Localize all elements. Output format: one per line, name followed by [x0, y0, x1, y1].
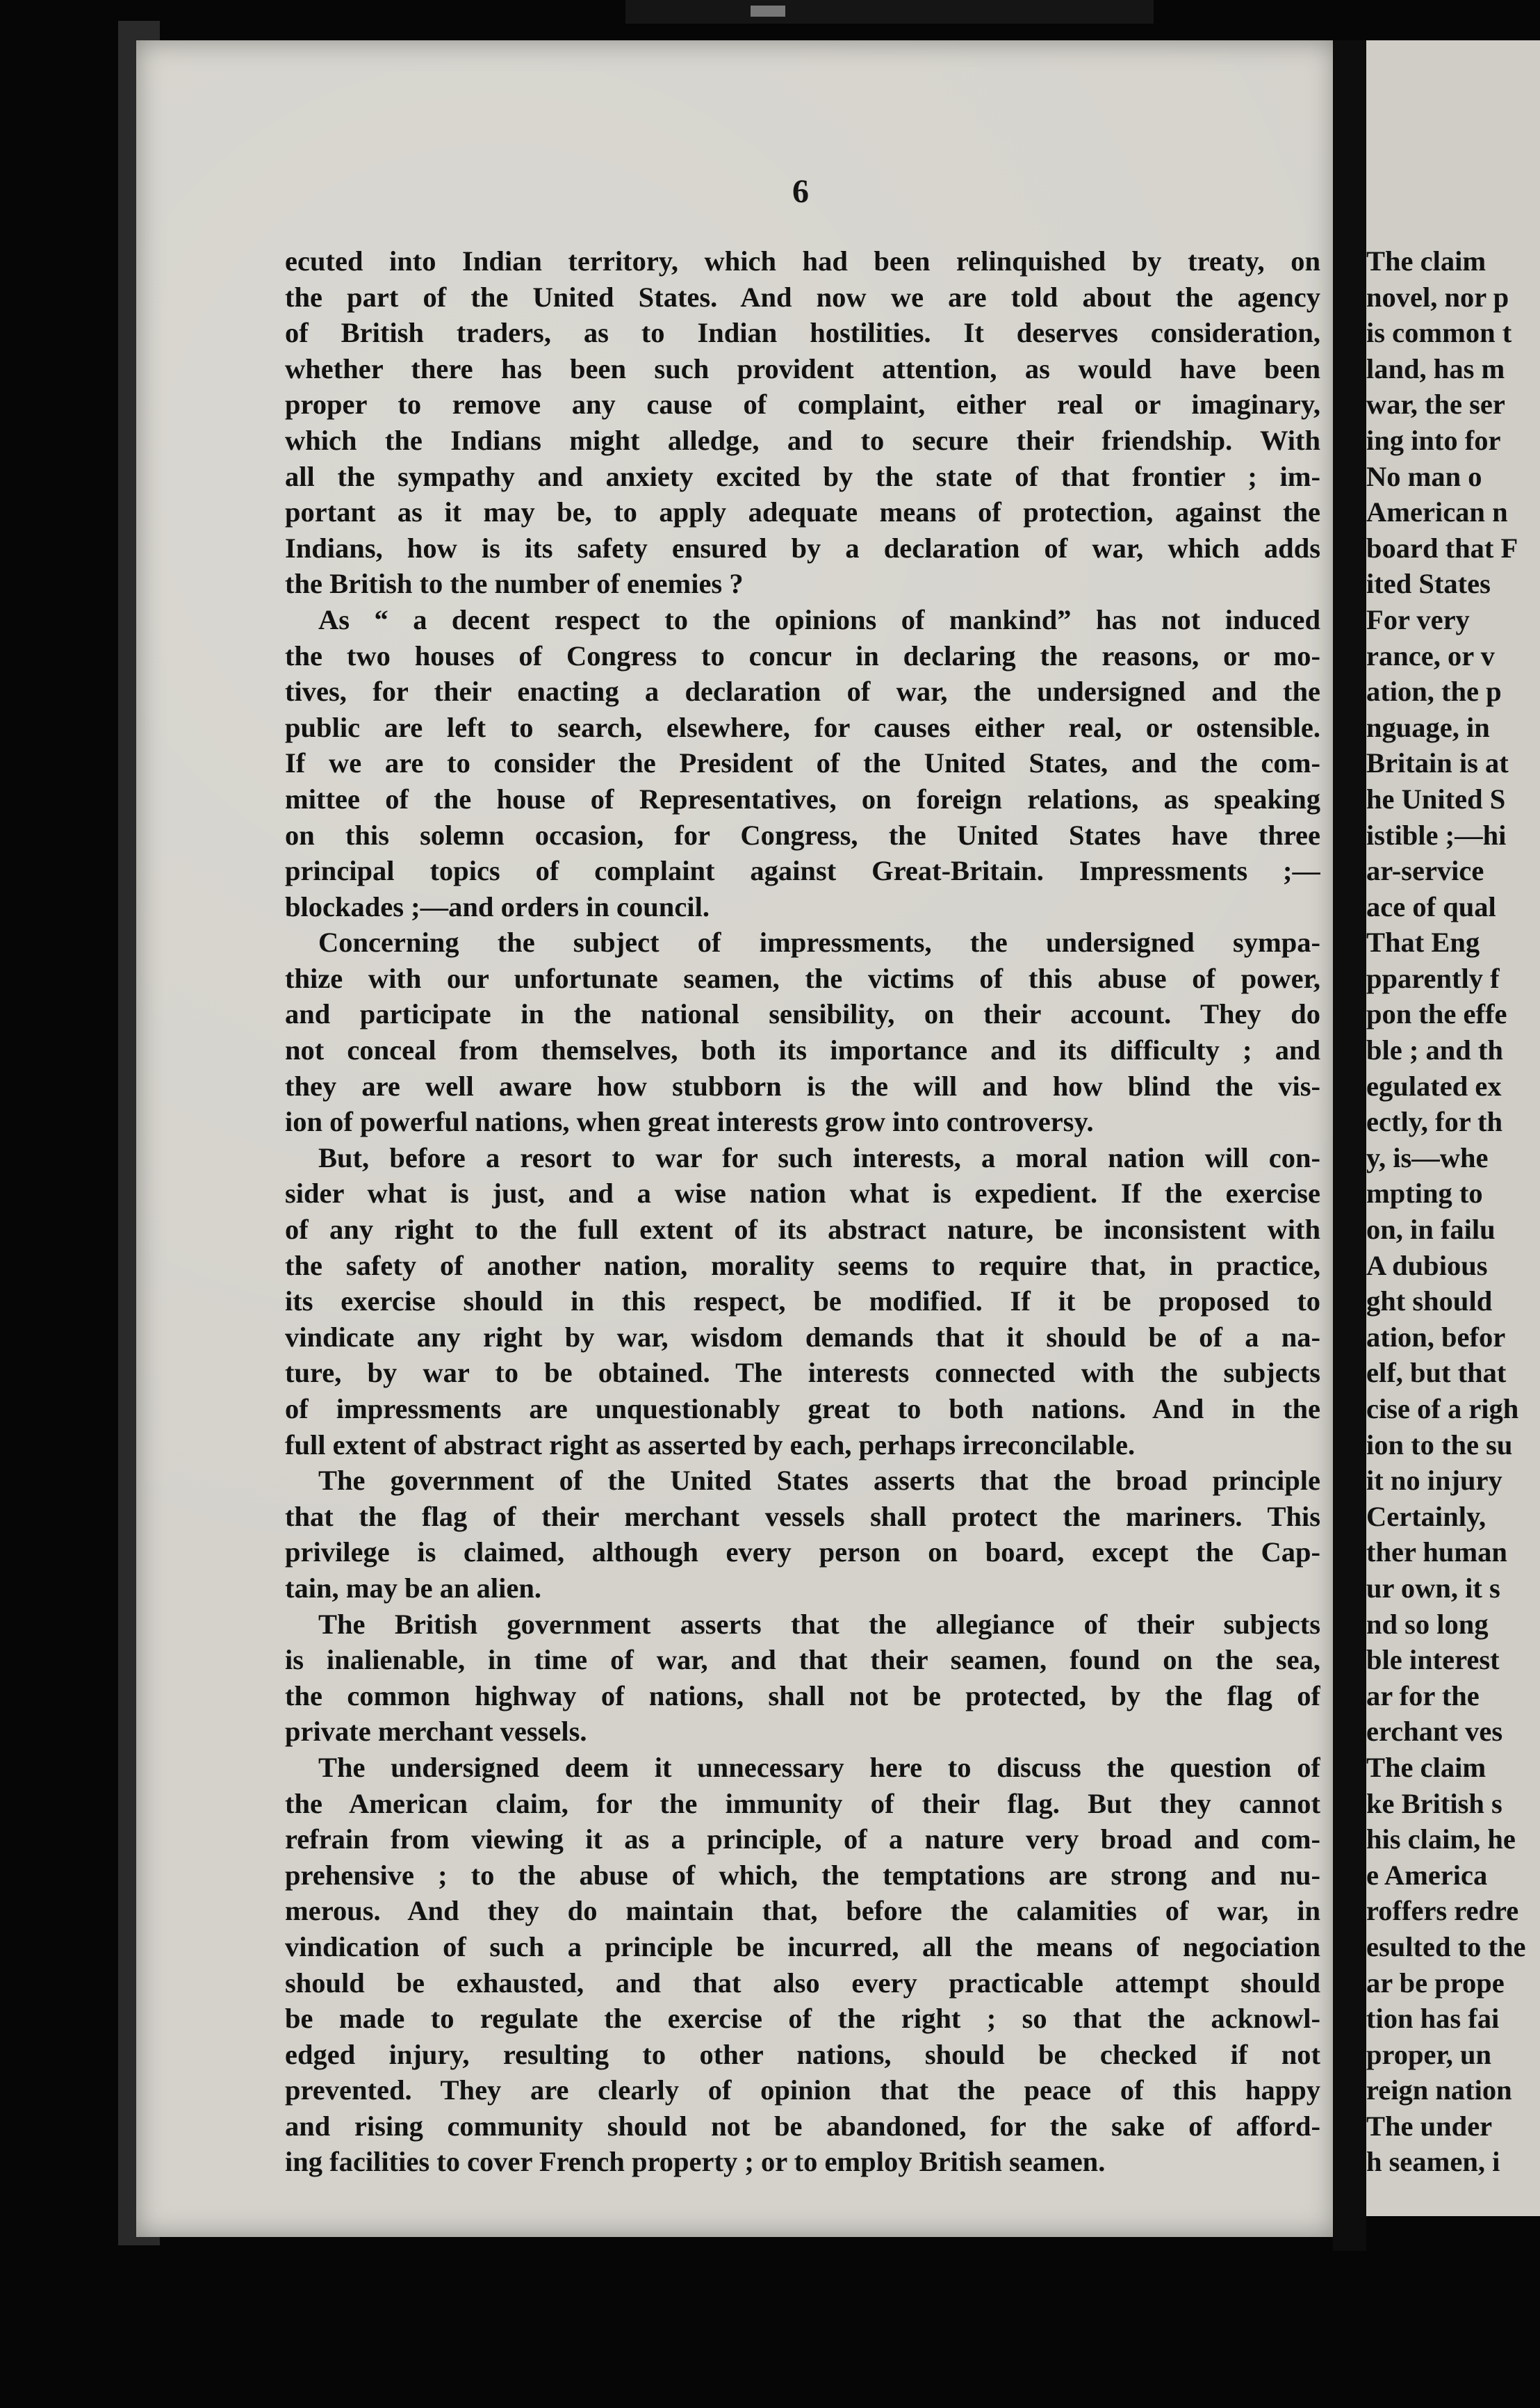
right-text-line: The claim [1366, 1751, 1486, 1783]
right-text-line: h seamen, i [1366, 2146, 1500, 2178]
right-page-text-fragments [1366, 243, 1540, 2180]
text-line: of any right to the full extent of its abstract nature, be inconsistent with [285, 1214, 1320, 1246]
text-line: the British to the number of enemies ? [285, 568, 744, 600]
text-line: of British traders, as to Indian hostilities. It deserves consideration, [285, 317, 1320, 349]
text-line: vindication of such a principle be incurred, all the means of negociation [285, 1930, 1320, 1962]
text-line: the common highway of nations, shall not be protected, by the flag of [285, 1679, 1320, 1711]
right-text-line: ectly, for th [1366, 1106, 1503, 1138]
right-text-line: nguage, in [1366, 711, 1490, 743]
text-line: prevented. They are clearly of opinion that the peace of this happy [285, 2074, 1320, 2106]
text-line: refrain from viewing it as a principle, of a nature very broad and com- [285, 1823, 1320, 1855]
text-line: be made to regulate the exercise of the right ; so that the acknowl- [285, 2003, 1320, 2035]
text-line: Concerning the subject of impressments, the undersigned sympa- [318, 927, 1320, 959]
right-text-line: cise of a righ [1366, 1393, 1519, 1424]
text-line: thize with our unfortunate seamen, the victims of this abuse of power, [285, 962, 1320, 994]
right-text-line: esulted to the [1366, 1930, 1526, 1962]
text-line: vindicate any right by war, wisdom demands that it should be of a na- [285, 1321, 1320, 1353]
right-text-line: he United S [1366, 783, 1506, 815]
binding-tab [751, 6, 785, 17]
right-text-line: ur own, it s [1366, 1572, 1500, 1604]
text-line: of impressments are unquestionably great to both nations. And in the [285, 1393, 1320, 1424]
text-line: The government of the United States asserts that the broad principle [318, 1465, 1320, 1497]
right-text-line: reign nation [1366, 2074, 1512, 2106]
text-line: ion of powerful nations, when great interests grow into controversy. [285, 1106, 1094, 1138]
right-text-line: egulated ex [1366, 1070, 1502, 1102]
text-line: ing facilities to cover French property ; or to employ British seamen. [285, 2146, 1106, 2178]
right-text-line: pon the effe [1366, 998, 1507, 1030]
text-line: whether there has been such provident attention, as would have been [285, 352, 1320, 384]
right-text-line: war, the ser [1366, 389, 1505, 421]
top-binding-strip [625, 0, 1154, 24]
right-text-line: it no injury [1366, 1465, 1502, 1497]
text-line: all the sympathy and anxiety excited by the state of that frontier ; im- [285, 460, 1320, 492]
right-text-line: A dubious [1366, 1249, 1488, 1281]
book-gutter [1333, 40, 1366, 2251]
right-text-line: ble interest [1366, 1644, 1500, 1676]
text-line: privilege is claimed, although every person on board, except the Cap- [285, 1536, 1320, 1568]
right-text-line: Britain is at [1366, 747, 1509, 779]
text-line: and rising community should not be abandoned, for the sake of afford- [285, 2110, 1320, 2142]
text-line: blockades ;—and orders in council. [285, 890, 710, 922]
right-text-line: Certainly, [1366, 1500, 1486, 1532]
right-text-line: land, has m [1366, 352, 1505, 384]
right-text-line: No man o [1366, 460, 1482, 492]
right-text-line: board that F [1366, 532, 1518, 564]
text-line: prehensive ; to the abuse of which, the temptations are strong and nu- [285, 1859, 1320, 1891]
text-line: sider what is just, and a wise nation what is expedient. If the exercise [285, 1178, 1320, 1210]
text-line: proper to remove any cause of complaint, either real or imaginary, [285, 389, 1320, 421]
text-line: not conceal from themselves, both its importance and its difficulty ; and [285, 1034, 1320, 1066]
text-line: the two houses of Congress to concur in declaring the reasons, or mo- [285, 640, 1320, 672]
right-text-line: ation, the p [1366, 676, 1502, 708]
text-line: full extent of abstract right as asserted by each, perhaps irreconcilable. [285, 1429, 1136, 1461]
right-text-line: That Eng [1366, 927, 1480, 959]
text-line: Indians, how is its safety ensured by a declaration of war, which adds [285, 532, 1320, 564]
text-line: ecuted into Indian territory, which had been relinquished by treaty, on [285, 245, 1320, 277]
text-line: tives, for their enacting a declaration of war, the undersigned and the [285, 676, 1320, 708]
text-line: tain, may be an alien. [285, 1572, 542, 1604]
right-text-line: ght should [1366, 1285, 1493, 1317]
right-text-line: ar for the [1366, 1679, 1480, 1711]
right-text-line: ion to the su [1366, 1429, 1513, 1461]
right-text-line: elf, but that [1366, 1357, 1507, 1389]
right-text-line: ble ; and th [1366, 1034, 1503, 1066]
right-text-line: on, in failu [1366, 1214, 1496, 1246]
right-text-line: y, is—whe [1366, 1141, 1489, 1173]
right-text-line: his claim, he [1366, 1823, 1516, 1855]
right-text-line: ke British s [1366, 1787, 1502, 1819]
text-line: its exercise should in this respect, be modified. If it be proposed to [285, 1285, 1320, 1317]
text-line: portant as it may be, to apply adequate means of protection, against the [285, 496, 1320, 528]
text-line: is inalienable, in time of war, and that their seamen, found on the sea, [285, 1644, 1320, 1676]
right-text-line: ace of qual [1366, 890, 1496, 922]
right-text-line: pparently f [1366, 962, 1500, 994]
text-line: The British government asserts that the allegiance of their subjects [318, 1608, 1320, 1640]
text-line: that the flag of their merchant vessels shall protect the mariners. This [285, 1500, 1320, 1532]
text-line: the part of the United States. And now we are told about the agency [285, 281, 1320, 313]
main-text-block [285, 243, 1320, 2180]
right-text-line: ar be prope [1366, 1967, 1505, 1999]
right-text-line: proper, un [1366, 2038, 1492, 2070]
right-text-line: mpting to [1366, 1178, 1483, 1210]
text-line: on this solemn occasion, for Congress, the United States have three [285, 819, 1320, 851]
right-text-line: nd so long [1366, 1608, 1489, 1640]
text-line: If we are to consider the President of the United States, and the com- [285, 747, 1320, 779]
right-text-line: ther human [1366, 1536, 1507, 1568]
right-text-line: erchant ves [1366, 1716, 1503, 1748]
right-text-line: roffers redre [1366, 1895, 1519, 1927]
right-text-line: is common t [1366, 317, 1512, 349]
text-line: public are left to search, elsewhere, for causes either real, or ostensible. [285, 711, 1320, 743]
text-line: merous. And they do maintain that, before the calamities of war, in [285, 1895, 1320, 1927]
right-text-line: The under [1366, 2110, 1493, 2142]
right-text-line: e America [1366, 1859, 1488, 1891]
text-line: As “ a decent respect to the opinions of mankind” has not induced [318, 603, 1320, 635]
right-text-line: rance, or v [1366, 640, 1495, 672]
text-line: principal topics of complaint against Great-Britain. Impressments ;— [285, 855, 1320, 887]
right-text-line: tion has fai [1366, 2003, 1500, 2035]
text-line: should be exhausted, and that also every practicable attempt should [285, 1967, 1320, 1999]
right-text-line: novel, nor p [1366, 281, 1509, 313]
text-line: private merchant vessels. [285, 1716, 587, 1748]
right-text-line: istible ;—hi [1366, 819, 1507, 851]
page-number: 6 [792, 173, 809, 210]
text-line: the safety of another nation, morality seems to require that, in practice, [285, 1249, 1320, 1281]
right-text-line: ited States [1366, 568, 1491, 600]
right-text-line: American n [1366, 496, 1508, 528]
text-line: mittee of the house of Representatives, on foreign relations, as speaking [285, 783, 1320, 815]
right-text-line: The claim [1366, 245, 1486, 277]
text-line: ture, by war to be obtained. The interests connected with the subjects [285, 1357, 1320, 1389]
text-line: which the Indians might alledge, and to secure their friendship. With [285, 424, 1320, 456]
right-text-line: ar-service [1366, 855, 1484, 887]
text-line: edged injury, resulting to other nations, should be checked if not [285, 2038, 1320, 2070]
text-line: The undersigned deem it unnecessary here to discuss the question of [318, 1751, 1320, 1783]
text-line: the American claim, for the immunity of their flag. But they cannot [285, 1787, 1320, 1819]
text-line: they are well aware how stubborn is the will and how blind the vis- [285, 1070, 1320, 1102]
right-text-line: For very [1366, 603, 1470, 635]
text-line: and participate in the national sensibility, on their account. They do [285, 998, 1320, 1030]
right-text-line: ation, befor [1366, 1321, 1506, 1353]
text-line: But, before a resort to war for such interests, a moral nation will con- [318, 1141, 1320, 1173]
right-text-line: ing into for [1366, 424, 1501, 456]
